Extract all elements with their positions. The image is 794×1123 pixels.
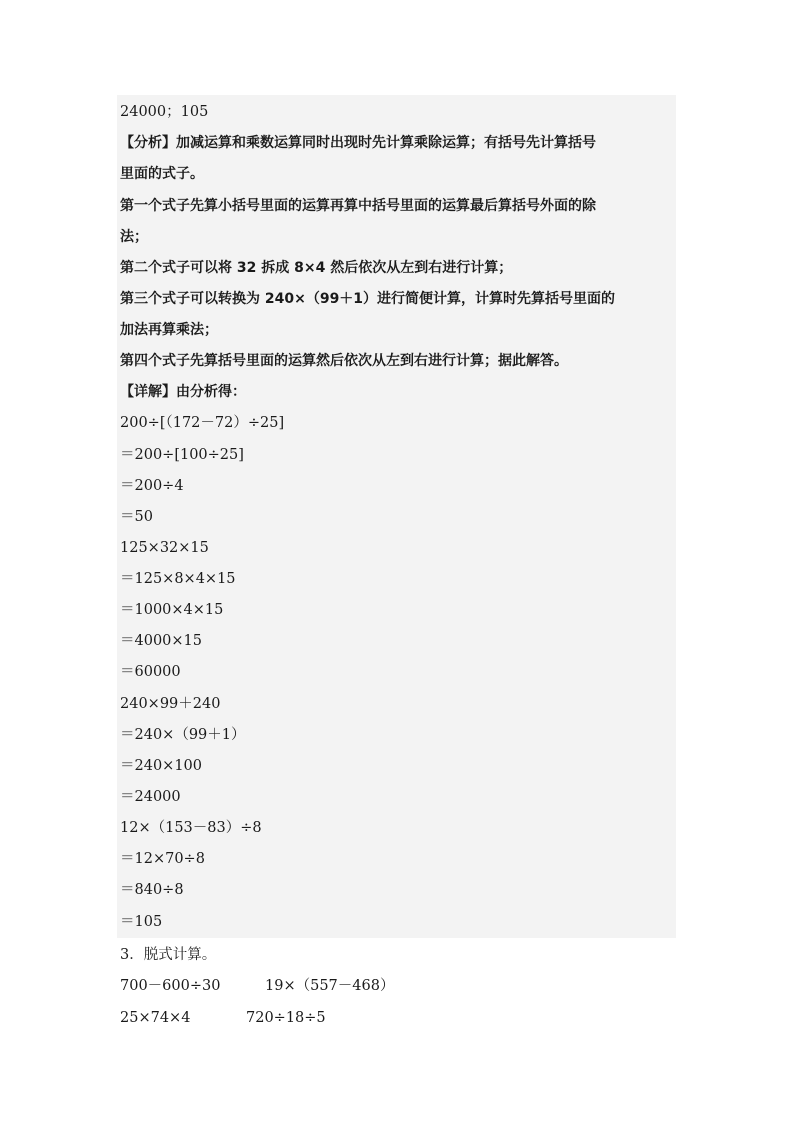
detail-heading: 【详解】由分析得： bbox=[120, 384, 246, 400]
analysis-line-8: 第四个式子先算括号里面的运算然后依次从左到右进行计算；据此解答。 bbox=[120, 353, 568, 369]
step-line: ＝24000 bbox=[120, 789, 181, 805]
analysis-line-4: 法； bbox=[120, 229, 148, 245]
step-line: 12×（153－83）÷8 bbox=[120, 820, 262, 836]
question-item: 700－600÷30 bbox=[120, 978, 221, 994]
step-line: ＝240×100 bbox=[120, 758, 203, 774]
step-line: ＝4000×15 bbox=[120, 633, 203, 649]
step-line: ＝125×8×4×15 bbox=[120, 571, 236, 587]
question-item: 25×74×4 bbox=[120, 1010, 191, 1026]
question-title: 3．脱式计算。 bbox=[120, 947, 217, 963]
step-line: ＝200÷[100÷25] bbox=[120, 447, 244, 463]
step-line: ＝840÷8 bbox=[120, 882, 184, 898]
step-line: 240×99＋240 bbox=[120, 696, 221, 712]
answer-block bbox=[117, 95, 676, 938]
analysis-line-6: 第三个式子可以转换为 240×（99＋1）进行简便计算，计算时先算括号里面的 bbox=[120, 291, 616, 307]
answer-result-line: 24000；105 bbox=[120, 104, 209, 120]
step-line: ＝12×70÷8 bbox=[120, 851, 205, 867]
step-line: ＝1000×4×15 bbox=[120, 602, 224, 618]
analysis-line-1: 【分析】加减运算和乘数运算同时出现时先计算乘除运算；有括号先计算括号 bbox=[120, 135, 596, 151]
step-line: ＝200÷4 bbox=[120, 478, 184, 494]
question-item: 720÷18÷5 bbox=[246, 1010, 326, 1026]
analysis-line-5: 第二个式子可以将 32 拆成 8×4 然后依次从左到右进行计算； bbox=[120, 260, 513, 276]
question-item: 19×（557－468） bbox=[265, 978, 395, 994]
step-line: 125×32×15 bbox=[120, 540, 209, 556]
step-line: ＝240×（99＋1） bbox=[120, 727, 246, 743]
analysis-line-2: 里面的式子。 bbox=[120, 166, 204, 182]
analysis-line-7: 加法再算乘法； bbox=[120, 322, 218, 338]
step-line: ＝50 bbox=[120, 509, 153, 525]
step-line: ＝60000 bbox=[120, 664, 181, 680]
analysis-line-3: 第一个式子先算小括号里面的运算再算中括号里面的运算最后算括号外面的除 bbox=[120, 198, 596, 214]
step-line: 200÷[（172－72）÷25] bbox=[120, 415, 285, 431]
step-line: ＝105 bbox=[120, 914, 163, 930]
